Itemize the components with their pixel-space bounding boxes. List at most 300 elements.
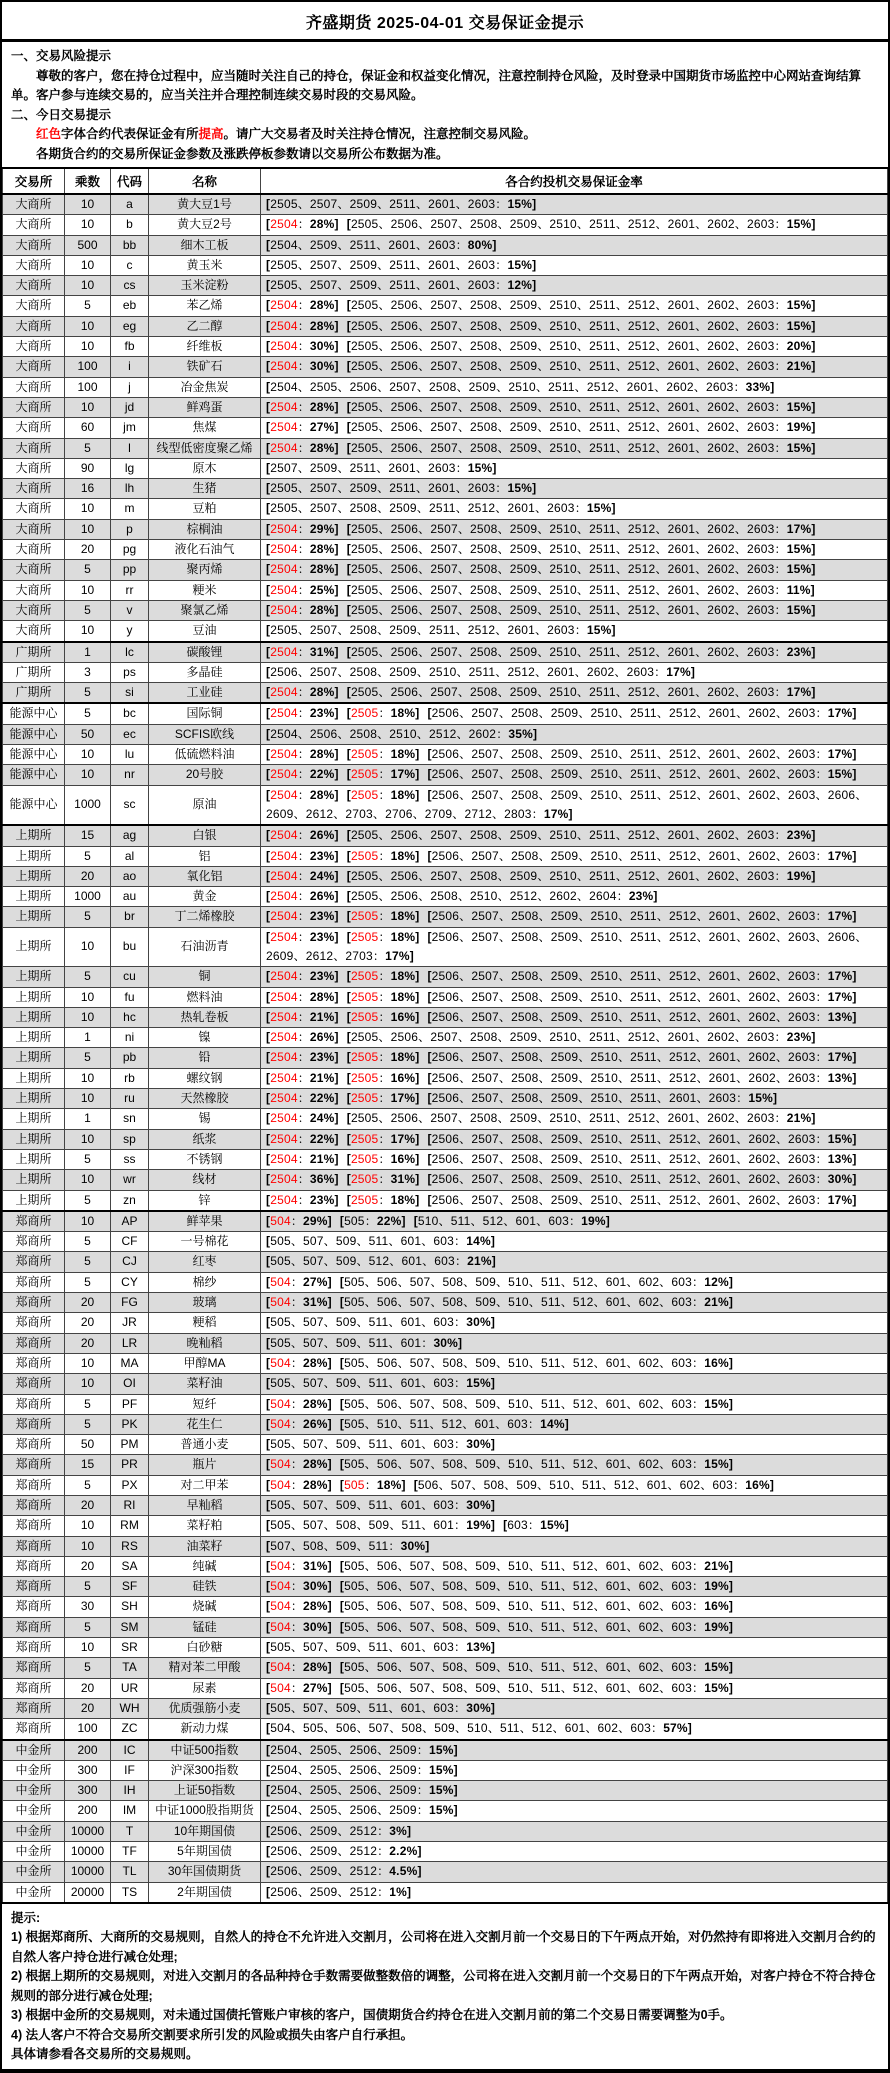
name-cell: 新动力煤 [149, 1719, 261, 1740]
code-cell: CF [111, 1232, 149, 1252]
margin-rate-value: 28%] [303, 1457, 332, 1472]
header-multiplier: 乘数 [65, 168, 111, 194]
margin-rate-value: 19%] [581, 1213, 610, 1228]
contract-group: [2504、2505、2506、2509：15%] [266, 1783, 458, 1798]
margin-rate-cell [261, 357, 888, 377]
margin-rate-value: 23%] [309, 848, 339, 863]
margin-rate-value: 17%] [390, 767, 420, 782]
table-row [3, 1211, 888, 1232]
margin-rate-value: 15%] [467, 460, 497, 475]
margin-rate-value: 15%] [786, 562, 816, 577]
multiplier-cell: 10 [65, 765, 111, 785]
margin-rate-value: 15%] [429, 1762, 458, 1777]
margin-rate-value: 31%] [309, 644, 339, 659]
table-row [3, 1333, 888, 1353]
raised-margin-months: 2504 [270, 440, 298, 455]
margin-rate-cell [261, 1149, 888, 1169]
exchange-cell: 上期所 [3, 825, 65, 846]
exchange-cell: 上期所 [3, 1129, 65, 1149]
contract-group: [2504：28%] [266, 399, 339, 414]
contract-months: 505、507、509、511、601、603 [270, 1498, 455, 1512]
contract-months: 507、508、509、511 [270, 1538, 389, 1553]
contract-group: [2505、2506、2507、2508、2509、2510、2511、2512、2601、2602、2603：15%] [346, 217, 816, 232]
margin-rate-value: 18%] [390, 1050, 420, 1065]
contract-months: 2505、2506、2507、2508、2509、2510、2511、2512、2601、2602、2603 [350, 440, 775, 455]
margin-rate-value: 31%] [303, 1295, 332, 1310]
name-cell: 氧化铝 [149, 866, 261, 886]
margin-rate-value: 30%] [309, 339, 339, 354]
table-row [3, 1190, 888, 1211]
table-row [3, 600, 888, 620]
contract-months: 2506、2509、2512 [270, 1823, 378, 1838]
contract-months: 505、506、507、508、509、510、511、512、601、602、603 [344, 1295, 693, 1310]
contract-group: [2506、2507、2508、2509、2510、2511、2512、2601、2602、2603：30%] [427, 1172, 857, 1187]
contract-months: 2506、2509、2512 [270, 1864, 378, 1879]
margin-rate-cell [261, 887, 888, 907]
name-cell: 尿素 [149, 1678, 261, 1698]
margin-rate-cell [261, 215, 888, 235]
contract-group: [505、506、507、508、509、510、511、512、601、602、603：19%] [339, 1579, 734, 1594]
table-row [3, 1149, 888, 1169]
raised-margin-months: 504 [270, 1355, 291, 1370]
exchange-cell: 上期所 [3, 1170, 65, 1190]
exchange-cell: 上期所 [3, 987, 65, 1007]
margin-rate-cell [261, 1272, 888, 1292]
multiplier-cell: 10 [65, 987, 111, 1007]
exchange-cell: 郑商所 [3, 1394, 65, 1414]
contract-months: 510、511、512、601、603 [417, 1213, 569, 1228]
margin-rate-value: 15%] [429, 1803, 458, 1818]
margin-rate-cell [261, 397, 888, 417]
raised-margin-months: 504 [270, 1680, 291, 1695]
name-cell: 早籼稻 [149, 1496, 261, 1516]
multiplier-cell: 16 [65, 479, 111, 499]
table-row [3, 1232, 888, 1252]
margin-rate-value: 15%] [507, 257, 537, 272]
code-cell: bu [111, 927, 149, 967]
multiplier-cell: 5 [65, 1414, 111, 1434]
exchange-cell: 大商所 [3, 235, 65, 255]
margin-rate-cell [261, 1740, 888, 1761]
contract-group: [504：31%] [266, 1558, 332, 1573]
name-cell: 黄玉米 [149, 255, 261, 275]
raised-margin-months: 2504 [270, 767, 298, 782]
margin-rate-cell [261, 683, 888, 704]
code-cell: bc [111, 703, 149, 724]
margin-rate-cell [261, 1414, 888, 1434]
name-cell: 玻璃 [149, 1293, 261, 1313]
contract-group: [2505：18%] [346, 989, 420, 1004]
contract-group: [504：28%] [266, 1477, 332, 1492]
margin-rate-value: 30%] [400, 1538, 430, 1553]
contract-group: [2506、2507、2508、2509、2510、2511、2512、2601、2602、2603：17%] [427, 1050, 857, 1065]
exchange-cell: 中金所 [3, 1801, 65, 1821]
multiplier-cell: 10 [65, 1170, 111, 1190]
code-cell: rr [111, 580, 149, 600]
contract-group: [2504：29%] [266, 521, 339, 536]
margin-rate-value: 15%] [586, 501, 616, 516]
margin-rate-value: 17%] [786, 521, 816, 536]
margin-rate-value: 18%] [390, 787, 420, 802]
contract-months: 2505、2507、2508、2509、2511、2512、2601、2603 [270, 501, 575, 516]
code-cell: AP [111, 1211, 149, 1232]
contract-group: [2506、2507、2508、2509、2510、2511、2512、2601、2602、2603：17%] [427, 969, 857, 984]
contract-group: [2506、2509、2512：4.5%] [266, 1864, 422, 1879]
code-cell: fb [111, 337, 149, 357]
margin-rate-cell [261, 377, 888, 397]
contract-group: [2505：16%] [346, 1070, 420, 1085]
contract-months: 505、507、509、511、601 [270, 1335, 422, 1350]
multiplier-cell: 5 [65, 1048, 111, 1068]
contract-group: [505、507、509、511、601、603：14%] [266, 1234, 496, 1249]
margin-rate-value: 4.5%] [389, 1864, 422, 1879]
multiplier-cell: 10 [65, 276, 111, 296]
code-cell: p [111, 519, 149, 539]
name-cell: 豆粕 [149, 499, 261, 519]
contract-group: [2505、2506、2507、2508、2509、2510、2511、2512、2601、2602、2603：17%] [346, 521, 816, 536]
code-cell: rb [111, 1068, 149, 1088]
contract-group: [2506、2507、2508、2509、2510、2511、2512、2601、2602、2603：17%] [427, 1192, 857, 1207]
raised-margin-months: 504 [270, 1579, 291, 1594]
contract-group: [505、506、507、508、509、510、511、512、601、602、603：15%] [339, 1680, 734, 1695]
contract-months: 2504、2505、2506、2509 [270, 1803, 417, 1818]
contract-months: 505、507、509、511、601、603 [270, 1234, 455, 1249]
multiplier-cell: 10 [65, 1516, 111, 1536]
exchange-cell: 大商所 [3, 296, 65, 316]
name-cell: 精对苯二甲酸 [149, 1658, 261, 1678]
multiplier-cell: 10 [65, 1068, 111, 1088]
exchange-cell: 郑商所 [3, 1678, 65, 1698]
multiplier-cell: 10 [65, 519, 111, 539]
exchange-cell: 广期所 [3, 642, 65, 663]
multiplier-cell: 5 [65, 560, 111, 580]
code-cell: IC [111, 1740, 149, 1761]
exchange-cell: 中金所 [3, 1760, 65, 1780]
code-cell: TA [111, 1658, 149, 1678]
contract-group: [2505：18%] [346, 1050, 420, 1065]
table-row [3, 1048, 888, 1068]
margin-rate-cell [261, 1577, 888, 1597]
margin-rate-cell [261, 540, 888, 560]
contract-group: [2505、2507、2509、2511、2601、2603：15%] [266, 257, 537, 272]
name-cell: 花生仁 [149, 1414, 261, 1434]
table-row [3, 1821, 888, 1841]
notes-section [2, 1904, 888, 2069]
margin-rate-value: 3%] [389, 1823, 412, 1838]
exchange-cell: 郑商所 [3, 1374, 65, 1394]
raised-margin-months: 2504 [270, 868, 298, 883]
name-cell: 黄大豆2号 [149, 215, 261, 235]
margin-rate-value: 19%] [704, 1579, 734, 1594]
margin-rate-value: 18%] [390, 706, 420, 721]
table-row [3, 1556, 888, 1576]
code-cell: sc [111, 785, 149, 825]
contract-months: 505、506、507、508、509、510、511、512、601、602、603 [344, 1274, 693, 1289]
contract-group: [505、507、509、511、601、603：13%] [266, 1640, 496, 1655]
raised-margin-months: 2504 [270, 420, 298, 435]
margin-rate-cell [261, 1170, 888, 1190]
contract-months: 505、506、507、508、509、510、511、512、601、602、603 [344, 1680, 693, 1695]
exchange-cell: 郑商所 [3, 1455, 65, 1475]
exchange-cell: 上期所 [3, 1068, 65, 1088]
margin-rate-cell [261, 724, 888, 744]
table-row [3, 1129, 888, 1149]
margin-rate-value: 21%] [467, 1254, 496, 1269]
margin-rate-cell [261, 1048, 888, 1068]
margin-rate-value: 26%] [303, 1416, 332, 1431]
margin-rate-value: 30%] [303, 1579, 332, 1594]
name-cell: 液化石油气 [149, 540, 261, 560]
exchange-cell: 大商所 [3, 377, 65, 397]
margin-rate-cell [261, 1719, 888, 1740]
raised-margin-months: 2504 [270, 929, 298, 944]
code-cell: WH [111, 1698, 149, 1718]
margin-rate-value: 15%] [748, 1091, 778, 1106]
contract-group: [2504：36%] [266, 1172, 339, 1187]
exchange-cell: 中金所 [3, 1862, 65, 1882]
exchange-cell: 中金所 [3, 1821, 65, 1841]
exchange-cell: 郑商所 [3, 1597, 65, 1617]
contract-group: [2506、2507、2508、2509、2510、2511、2512、2601、2602、2603：15%] [427, 1131, 857, 1146]
margin-rate-value: 23%] [309, 706, 339, 721]
margin-rate-value: 80%] [467, 237, 497, 252]
multiplier-cell: 10 [65, 337, 111, 357]
raised-margin-months: 505 [344, 1477, 365, 1492]
contract-group: [505、506、507、508、509、510、511、512、601、602、603：15%] [339, 1457, 734, 1472]
contract-months: 2506、2507、2508、2509、2510、2511、2512、2601、2602、2603 [431, 1192, 816, 1207]
multiplier-cell: 10 [65, 215, 111, 235]
contract-group: [2504、2505、2506、2509：15%] [266, 1803, 458, 1818]
name-cell: 红枣 [149, 1252, 261, 1272]
contract-group: [603：15%] [503, 1518, 569, 1533]
raised-margin-months: 2504 [270, 1151, 298, 1166]
contract-months: 2507、2509、2511、2601、2603 [270, 460, 456, 475]
table-row [3, 745, 888, 765]
margin-rate-value: 22%] [309, 767, 339, 782]
margin-rate-value: 16%] [390, 1151, 420, 1166]
margin-rate-value: 21%] [786, 1111, 816, 1126]
margin-rate-value: 20%] [786, 339, 816, 354]
margin-rate-cell [261, 1698, 888, 1718]
tip-text-1: 字体合约代表保证金有所 [61, 127, 199, 141]
margin-rate-value: 17%] [786, 685, 816, 700]
raised-margin-months: 2504 [270, 889, 298, 904]
name-cell: 镍 [149, 1028, 261, 1048]
exchange-cell: 大商所 [3, 540, 65, 560]
multiplier-cell: 10 [65, 1129, 111, 1149]
margin-rate-cell [261, 1516, 888, 1536]
name-cell: 鲜鸡蛋 [149, 397, 261, 417]
exchange-cell: 上期所 [3, 1007, 65, 1027]
name-cell: 铝 [149, 846, 261, 866]
margin-rate-value: 28%] [309, 989, 339, 1004]
code-cell: PX [111, 1475, 149, 1495]
exchange-cell: 郑商所 [3, 1272, 65, 1292]
multiplier-cell: 10000 [65, 1842, 111, 1862]
contract-months: 2505、2507、2508、2509、2511、2512、2601、2603 [270, 623, 575, 638]
margin-rate-value: 12%] [704, 1274, 734, 1289]
table-row [3, 642, 888, 663]
raised-margin-months: 2504 [270, 1192, 298, 1207]
name-cell: 黄金 [149, 887, 261, 907]
contract-group: [2505、2506、2507、2508、2509、2510、2511、2512、2601、2602、2603：15%] [346, 562, 816, 577]
contract-months: 2504、2506、2508、2510、2512、2602 [270, 726, 497, 741]
contract-group: [2506、2507、2508、2509、2510、2511、2512、2601、2602、2603、2606、2609、2612、2703、2706、2709、2712、2803：17%] [266, 787, 868, 821]
contract-months: 505、507、509、511、601、603 [270, 1315, 455, 1330]
margin-rate-value: 57%] [663, 1721, 693, 1736]
name-cell: 生猪 [149, 479, 261, 499]
margin-rate-cell [261, 907, 888, 927]
multiplier-cell: 1 [65, 1028, 111, 1048]
exchange-cell: 大商所 [3, 580, 65, 600]
code-cell: SR [111, 1638, 149, 1658]
margin-rate-value: 18%] [390, 747, 420, 762]
contract-group: [2504：23%] [266, 1192, 339, 1207]
margin-rate-value: 16%] [704, 1355, 734, 1370]
margin-rate-value: 15%] [586, 623, 616, 638]
exchange-cell: 大商所 [3, 438, 65, 458]
margin-rate-value: 35%] [508, 726, 538, 741]
margin-rate-value: 16%] [745, 1477, 775, 1492]
table-row [3, 1781, 888, 1801]
multiplier-cell: 5 [65, 967, 111, 987]
margin-rate-value: 28%] [309, 318, 339, 333]
multiplier-cell: 200 [65, 1740, 111, 1761]
code-cell: cu [111, 967, 149, 987]
contract-months: 2505、2506、2507、2508、2509、2510、2511、2512、2601、2602、2603 [350, 602, 775, 617]
exchange-cell: 大商所 [3, 600, 65, 620]
contract-months: 505、506、507、508、509、510、511、512、601、602、603 [344, 1457, 693, 1472]
table-row [3, 397, 888, 417]
margin-rate-value: 24%] [309, 1111, 339, 1126]
contract-group: [504：30%] [266, 1619, 332, 1634]
code-cell: pg [111, 540, 149, 560]
contract-group: [2504：31%] [266, 644, 339, 659]
raised-margin-months: 504 [270, 1599, 291, 1614]
raised-margin-months: 2504 [270, 1131, 298, 1146]
code-cell: fu [111, 987, 149, 1007]
margin-rate-value: 28%] [309, 562, 339, 577]
margin-rate-value: 17%] [827, 1192, 857, 1207]
name-cell: 苯乙烯 [149, 296, 261, 316]
multiplier-cell: 5 [65, 1272, 111, 1292]
table-row [3, 1638, 888, 1658]
multiplier-cell: 5 [65, 1475, 111, 1495]
margin-rate-value: 23%] [786, 828, 816, 843]
margin-rate-value: 17%] [390, 1131, 420, 1146]
name-cell: 锰硅 [149, 1617, 261, 1637]
contract-months: 2505、2506、2507、2508、2509、2510、2511、2512、2601、2602、2603 [350, 217, 775, 232]
code-cell: TL [111, 1862, 149, 1882]
margin-rate-cell [261, 1068, 888, 1088]
multiplier-cell: 20 [65, 540, 111, 560]
table-row [3, 1658, 888, 1678]
margin-rate-value: 27%] [309, 420, 339, 435]
contract-months: 2505、2507、2509、2511、2601、2603 [270, 257, 496, 272]
raised-margin-months: 2505 [350, 1131, 379, 1146]
margin-rate-cell [261, 1821, 888, 1841]
margin-rate-value: 15%] [786, 318, 816, 333]
contract-group: [2505、2507、2508、2509、2511、2512、2601、2603：15%] [266, 623, 616, 638]
margin-rate-cell [261, 1293, 888, 1313]
multiplier-cell: 300 [65, 1760, 111, 1780]
contract-group: [2504：23%] [266, 706, 339, 721]
margin-rate-cell [261, 1638, 888, 1658]
code-cell: ec [111, 724, 149, 744]
contract-group: [2505：18%] [346, 1192, 420, 1207]
raised-margin-months: 504 [270, 1619, 291, 1634]
code-cell: jd [111, 397, 149, 417]
name-cell: 硅铁 [149, 1577, 261, 1597]
margin-rate-cell [261, 316, 888, 336]
multiplier-cell: 5 [65, 1617, 111, 1637]
raised-margin-months: 2504 [270, 1070, 298, 1085]
table-row [3, 337, 888, 357]
raised-margin-months: 2505 [350, 767, 379, 782]
contract-months: 505、507、509、512、601、603 [270, 1254, 455, 1269]
margin-rate-value: 28%] [309, 685, 339, 700]
margin-rate-cell [261, 825, 888, 846]
contract-group: [2504：28%] [266, 989, 339, 1004]
contract-months: 2505、2506、2507、2508、2509、2510、2511、2512、2601、2602、2603 [350, 359, 775, 374]
name-cell: 粳米 [149, 580, 261, 600]
table-row [3, 703, 888, 724]
contract-group: [2505、2506、2507、2508、2509、2510、2511、2512、2601、2602、2603：21%] [346, 1111, 816, 1126]
multiplier-cell: 5 [65, 438, 111, 458]
contract-months: 505、506、507、508、509、510、511、512、601、602、603 [344, 1579, 693, 1594]
raised-margin-months: 2504 [270, 1172, 298, 1187]
margin-rate-cell [261, 846, 888, 866]
exchange-cell: 郑商所 [3, 1475, 65, 1495]
contract-group: [2504：22%] [266, 1091, 339, 1106]
notes-footer: 具体请参看各交易所的交易规则。 [11, 2047, 199, 2062]
multiplier-cell: 10 [65, 1211, 111, 1232]
table-row [3, 1068, 888, 1088]
code-cell: ZC [111, 1719, 149, 1740]
table-row [3, 540, 888, 560]
raised-margin-months: 2504 [270, 217, 298, 232]
margin-rate-value: 19%] [786, 868, 816, 883]
name-cell: 中证1000股指期货 [149, 1801, 261, 1821]
raised-margin-months: 2504 [270, 602, 298, 617]
code-cell: PK [111, 1414, 149, 1434]
multiplier-cell: 20 [65, 1313, 111, 1333]
margin-rate-value: 30%] [433, 1335, 463, 1350]
code-cell: SF [111, 1577, 149, 1597]
raised-margin-months: 2505 [350, 929, 379, 944]
name-cell: 菜籽油 [149, 1374, 261, 1394]
contract-months: 2506、2509、2512 [270, 1884, 378, 1899]
name-cell: 豆油 [149, 621, 261, 642]
contract-months: 2506、2507、2508、2509、2510、2511、2512、2601、2602、2603 [431, 1131, 816, 1146]
margin-rate-cell [261, 927, 888, 967]
exchange-cell: 郑商所 [3, 1414, 65, 1434]
code-cell: i [111, 357, 149, 377]
margin-rate-cell [261, 642, 888, 663]
multiplier-cell: 1000 [65, 887, 111, 907]
margin-rate-cell [261, 1781, 888, 1801]
raised-margin-months: 2504 [270, 1030, 298, 1045]
contract-group: [504：31%] [266, 1295, 332, 1310]
name-cell: 锌 [149, 1190, 261, 1211]
exchange-cell: 郑商所 [3, 1252, 65, 1272]
margin-rate-cell [261, 1435, 888, 1455]
contract-months: 2505、2506、2507、2508、2509、2510、2511、2512、2601、2602、2603 [350, 318, 775, 333]
table-row [3, 1475, 888, 1495]
contract-group: [2505：17%] [346, 1091, 420, 1106]
contract-group: [505、506、507、508、509、510、511、512、601、602、603：21%] [339, 1558, 734, 1573]
contract-months: 506、507、508、509、510、511、512、601、602、603 [417, 1477, 734, 1492]
